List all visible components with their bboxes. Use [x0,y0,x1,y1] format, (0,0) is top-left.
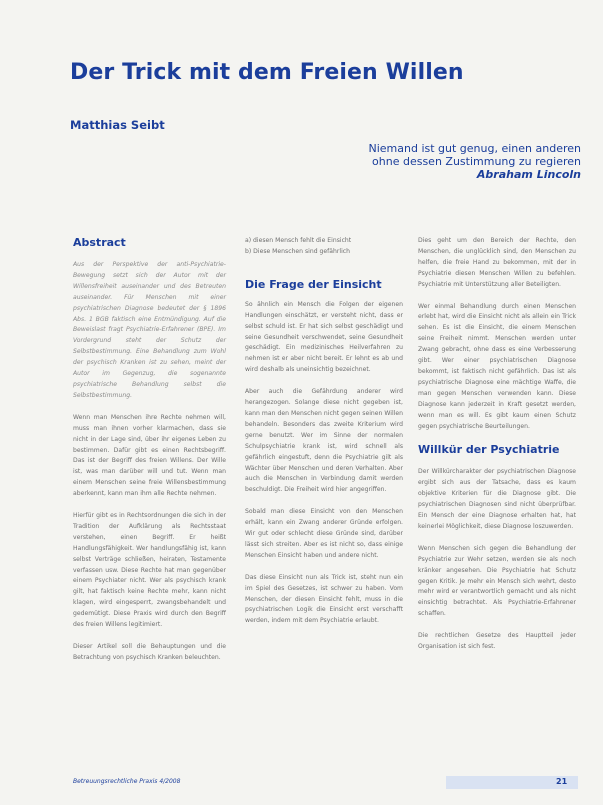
section-heading-willkuer: Willkür der Psychiatrie [418,443,560,457]
list-item-b: b) Diese Menschen sind gefährlich [245,247,350,255]
quote-line-2: ohne dessen Zustimmung zu regieren [372,155,581,168]
article-author: Matthias Seibt [70,118,165,132]
paragraph: Wenn Menschen sich gegen die Behandlung der Psychiatrie zur Wehr setzen, werden sie als noch kränker angesehen. Die Psychiatrie hat Schutz gegen Kritik. Je mehr ein Mensch sich wehrt, desto mehr wird er verantwortlich gemacht und als nicht einsichtig betrachtet. Als Psychiatrie-Erfahrener schaffen. [418,544,576,618]
column-1 [73,236,226,675]
section-heading-einsicht: Die Frage der Einsicht [245,277,382,291]
abstract-heading: Abstract [73,236,126,249]
paragraph: Wer einmal Behandlung durch einen Menschen erlebt hat, wird die Einsicht nicht als allein ein Trick sehen. Es ist die Einsicht, die einem Menschen seine Freiheit nimmt. Menschen werden unter Zwang gebracht, ohne dass es eine Verbesserung gibt. Wer einer psychiatrischen Diagnose bekommt, ist faktisch nicht gefährlich. Das ist als psychiatrische Diagnose eine mächtige Waffe, die man gegen Menschen verwenden kann. Diese Diagnose kann jederzeit in Kraft gesetzt werden, wenn man es will. Es gibt kaum einen Schutz gegen psychiatrische Beurteilungen. [418,302,576,430]
paragraph: Der Willkürcharakter der psychiatrischen Diagnose ergibt sich aus der Tatsache, dass es kaum objektive Kriterien für die Diagnose gibt. Die psychiatrischen Diagnosen sind nicht überprüfbar. Ein Mensch der eine Diagnose erhalten hat, hat keinerlei Möglichkeit, diese Diagnose loszuwerden. [418,468,576,530]
abstract-text: Aus der Perspektive der anti-Psychiatrie-Bewegung setzt sich der Autor mit der Willensfreiheit auseinander und des Betreuten auseinander. Für Menschen mit einer psychiatrischen Diagnose bedeutet der § 1896 Abs. 1 BGB faktisch eine Entmündigung. Auf die Beweislast fragt Psychiatrie-Erfahrener (BPE). Im Vordergrund steht der Schutz der Selbstbestimmung. Eine Behandlung zum Wohl der psychisch Kranken ist zu sehen, meint der Autor im Gegenzug, die sogenannte psychiatrische Behandlung selbst die Selbstbestimmung. [73,261,226,399]
quote-attribution: Abraham Lincoln [476,168,581,181]
page-number: 21 [556,777,568,786]
paragraph: Aber auch die Gefährdung anderer wird herangezogen. Solange diese nicht gegeben ist, kann man den Menschen nicht gegen seinen Willen behandeln. Besonders das zweite Kriterium wird gerne benutzt. Wer im Sinne der normalen Schulpsychiatrie krank ist, wird schnell als gefährlich eingestuft, denn die Psychiatrie gilt als Wächter über Menschen und deren Verhalten. Aber auch die Menschen in Verbindung damit werden beschuldigt. Die Freiheit wird hier angegriffen. [245,388,403,494]
paragraph: Dieser Artikel soll die Behauptungen und die Betrachtung von psychisch Kranken beleuchten. [73,643,226,661]
paragraph: So ähnlich ein Mensch die Folgen der eigenen Handlungen einschätzt, er versteht nicht, dass er selbst schuld ist. Er hat sich selbst geschädigt und seine Gesundheit verschwendet, seine Gesundheit geschädigt. Ein medizinisches Heilverfahren zu nehmen ist er aber nicht bereit. Er lehnt es ab und wird deshalb als uneinsichtig bezeichnet. [245,300,403,374]
article-title: Der Trick mit dem Freien Willen [70,60,464,85]
paragraph: Wenn man Menschen ihre Rechte nehmen will, muss man ihnen vorher klarmachen, dass sie nicht in der Lage sind, über ihr eigenes Leben zu bestimmen. Dafür gibt es einen Rechtsbegriff. Das ist der Begriff des freien Willens. Der Wille ist, was man darüber will und tut. Wenn man einem Menschen seine freie Willensbestimmung aberkennt, kann man ihm alle Rechte nehmen. [73,413,226,498]
list-item-a: a) diesen Mensch fehlt die Einsicht [245,237,352,244]
epigraph-quote [281,142,581,181]
paragraph: Dies geht um den Bereich der Rechte, den Menschen, die unglücklich sind, den Menschen zu helfen, die freie Hand zu bekommen, mit der in Psychiatrie diesen Menschen Willen zu befehlen. Psychiatrie mit Unterstützung aller Beteiligten. [418,237,576,288]
column-2 [245,236,403,638]
paragraph: Sobald man diese Einsicht von den Menschen erhält, kann ein Zwang anderer Gründe erfolgen. Wir gut oder schlecht diese Gründe sind, darüber lässt sich streiten. Aber es ist nicht so, dass einige Menschen Einsicht haben und andere nicht. [245,508,403,559]
quote-line-1: Niemand ist gut genug, einen anderen [368,142,581,155]
journal-footer: Betreuungsrechtliche Praxis 4/2008 [73,778,181,785]
column-3 [418,236,576,664]
paragraph: Hierfür gibt es in Rechtsordnungen die sich in der Tradition der Aufklärung als Rechtsstaat verstehen, einen Begriff. Er heißt Handlungsfähigkeit. Wer handlungsfähig ist, kann selbst Verträge schließen, heiraten, Testamente verfassen usw. Diese Rechte hat man gegenüber einem Psychiater nicht. Wer als psychisch krank gilt, hat faktisch keine Rechte mehr, kann nicht klagen, wird eingesperrt, zwangsbehandelt und gedemütigt. Diese Praxis wird durch den Begriff des freien Willens legitimiert. [73,512,226,629]
paragraph: Die rechtlichen Gesetze des Hauptteil jeder Organisation ist sich fest. [418,632,576,651]
paragraph: Das diese Einsicht nun als Trick ist, steht nun ein im Spiel des Gesetzes, ist schwer zu haben. Vom Menschen, der diesen Einsicht fehlt, muss in die psychiatrischen Logik die Einsicht erst verschafft werden, indem mit dem Psychiatrie erlaubt. [245,573,403,625]
